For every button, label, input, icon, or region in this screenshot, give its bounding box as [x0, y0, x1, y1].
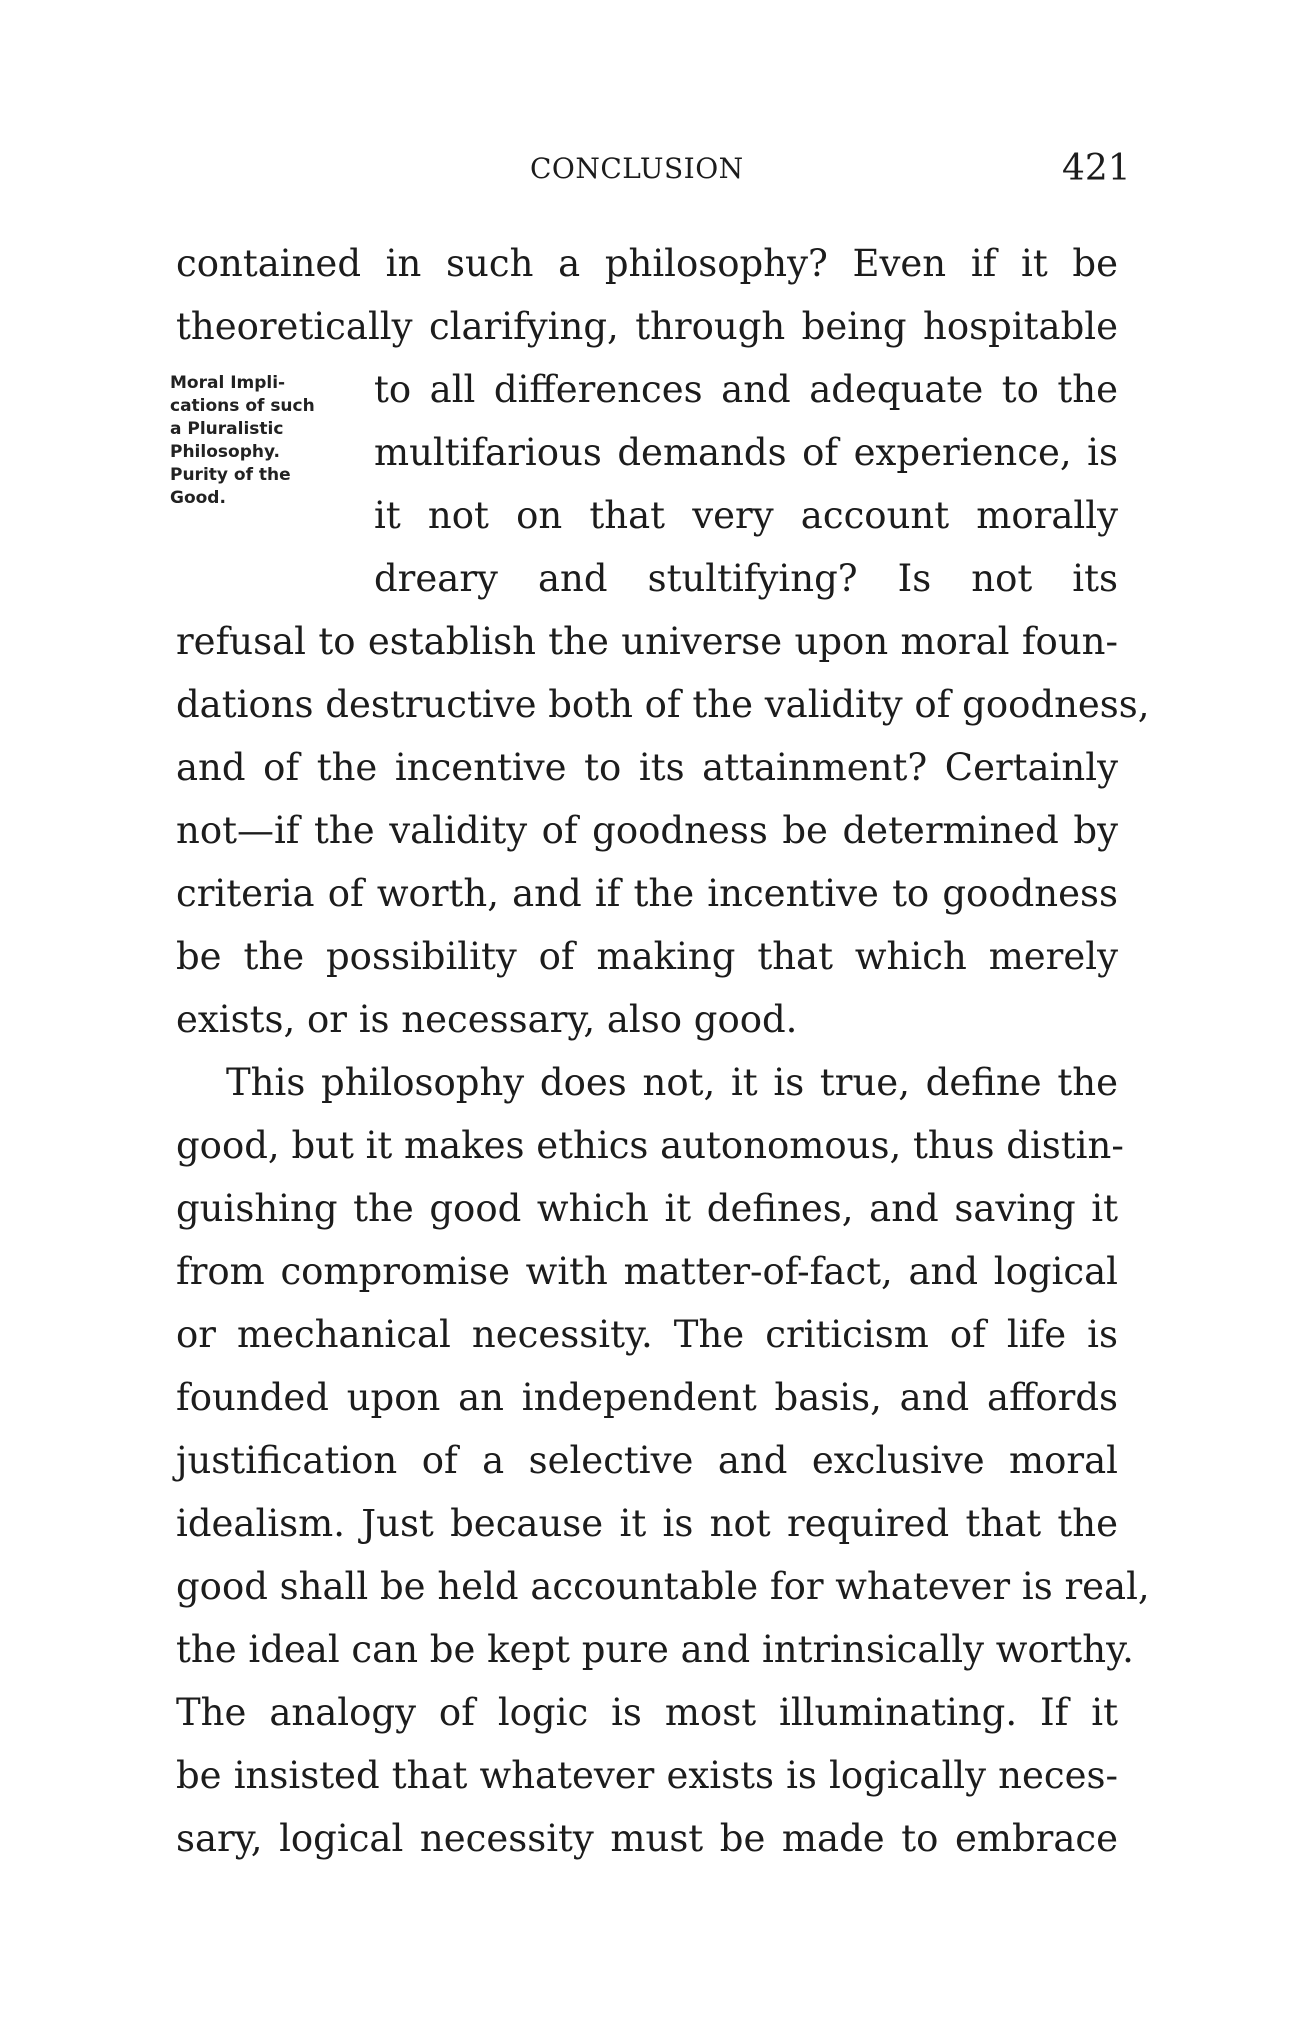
text-line: contained in such a philosophy? Even if it be: [176, 242, 1118, 285]
text-line: and of the incentive to its attainment? Certainly: [176, 746, 1118, 789]
margin-note-line: Good.: [170, 488, 226, 508]
text-line: not—if the validity of goodness be determined by: [176, 809, 1118, 852]
text-line: theoretically clarifying, through being hospitable: [176, 305, 1118, 348]
text-line: founded upon an independent basis, and affords: [176, 1376, 1118, 1419]
text-line: dreary and stultifying? Is not its: [374, 557, 1118, 600]
text-line: be insisted that whatever exists is logically neces-: [176, 1754, 1118, 1797]
text-line: justification of a selective and exclusive moral: [176, 1439, 1118, 1482]
text-line: guishing the good which it defines, and saving it: [176, 1187, 1118, 1230]
margin-note-line: Purity of the: [170, 465, 291, 485]
text-line: refusal to establish the universe upon moral foun-: [176, 620, 1118, 663]
text-line: The analogy of logic is most illuminating. If it: [176, 1691, 1118, 1734]
page-number: 421: [1062, 148, 1131, 189]
running-title: CONCLUSION: [530, 152, 744, 185]
margin-note-line: Philosophy.: [170, 442, 280, 462]
text-line: to all differences and adequate to the: [374, 368, 1118, 411]
text-line: be the possibility of making that which merely: [176, 935, 1118, 978]
text-line: good, but it makes ethics autonomous, thus distin-: [176, 1124, 1124, 1167]
text-line: good shall be held accountable for whatever is real,: [176, 1565, 1150, 1608]
text-line: from compromise with matter-of-fact, and logical: [176, 1250, 1118, 1293]
margin-note-line: Moral Impli-: [170, 373, 286, 393]
margin-note-line: cations of such: [170, 396, 315, 416]
text-line: idealism. Just because it is not required that the: [176, 1502, 1118, 1545]
text-line: dations destructive both of the validity of goodness,: [176, 683, 1150, 726]
text-line: the ideal can be kept pure and intrinsically worthy.: [176, 1628, 1134, 1671]
text-line: multifarious demands of experience, is: [374, 431, 1118, 474]
text-line: sary, logical necessity must be made to embrace: [176, 1817, 1118, 1860]
text-line: criteria of worth, and if the incentive to goodness: [176, 872, 1118, 915]
text-line: or mechanical necessity. The criticism of life is: [176, 1313, 1118, 1356]
text-line: it not on that very account morally: [374, 494, 1118, 537]
body-text: [176, 232, 1150, 1870]
text-line: This philosophy does not, it is true, define the: [226, 1061, 1118, 1104]
margin-note-line: a Pluralistic: [170, 419, 284, 439]
text-line: exists, or is necessary, also good.: [176, 998, 798, 1041]
running-head: [0, 148, 1300, 192]
